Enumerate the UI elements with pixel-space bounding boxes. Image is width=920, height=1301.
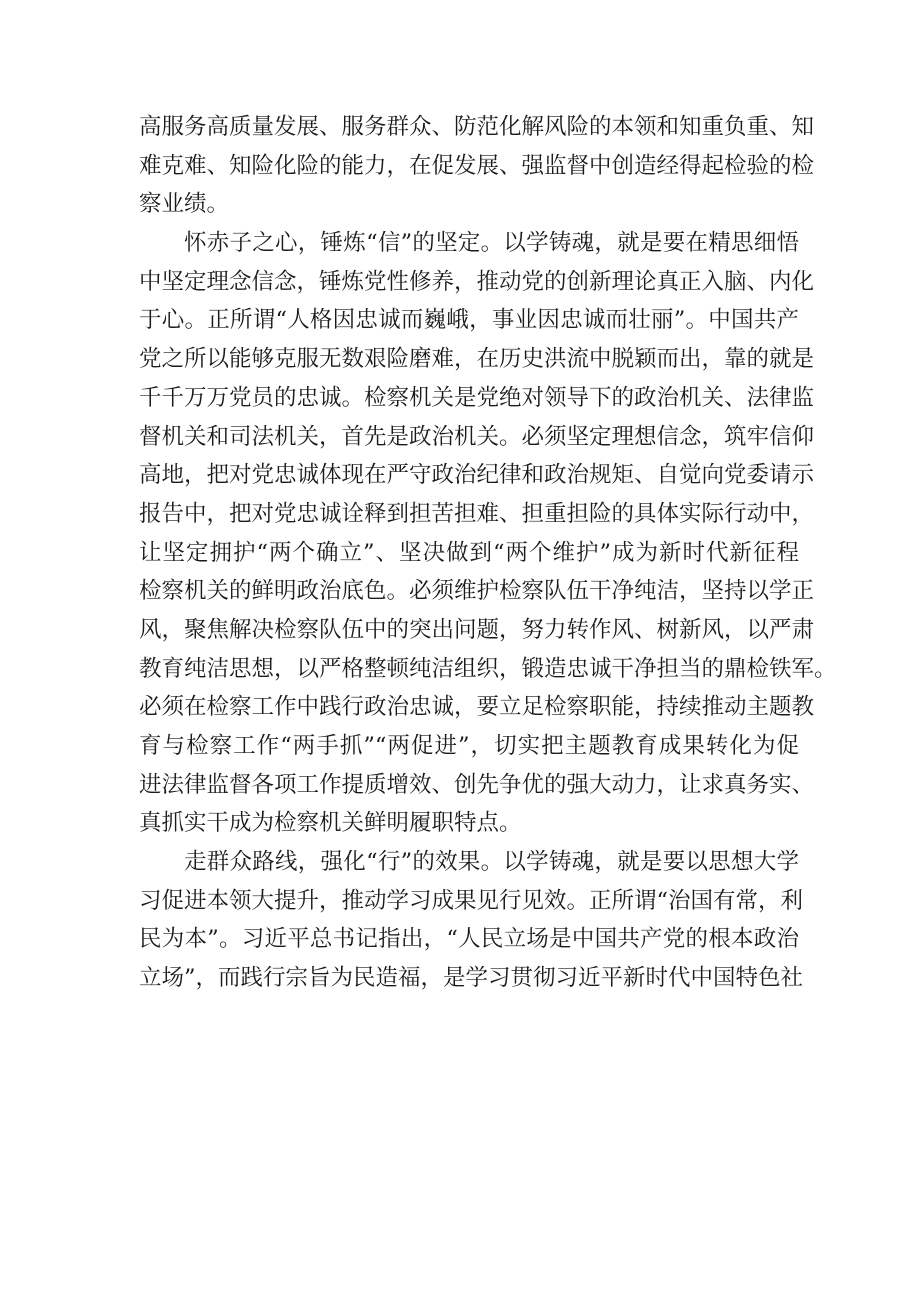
text-line: 风，聚焦解决检察队伍中的突出问题，努力转作风、树新风，以严肃	[139, 616, 815, 643]
text-line: 走群众路线，强化“行”的效果。以学铸魂，就是要以思想大学	[184, 849, 799, 876]
text-line: 习促进本领大提升，推动学习成果见行见效。正所谓“治国有常，利	[139, 887, 804, 914]
text-line: 教育纯洁思想，以严格整顿纯洁组织，锻造忠诚干净担当的鼎检铁军。	[139, 655, 837, 682]
text-line: 千千万万党员的忠诚。检察机关是党绝对领导下的政治机关、法律监	[139, 384, 815, 411]
text-line: 真抓实干成为检察机关鲜明履职特点。	[139, 810, 522, 837]
text-line: 立场”，而践行宗旨为民造福，是学习贯彻习近平新时代中国特色社	[139, 965, 804, 992]
text-line: 难克难、知险化险的能力，在促发展、强监督中创造经得起检验的检	[139, 152, 815, 179]
text-line: 督机关和司法机关，首先是政治机关。必须坚定理想信念，筑牢信仰	[139, 423, 815, 450]
text-line: 高服务高质量发展、服务群众、防范化解风险的本领和知重负重、知	[139, 114, 815, 140]
paragraph-2	[139, 224, 837, 843]
text-line: 于心。正所谓“人格因忠诚而巍峨，事业因忠诚而壮丽”。中国共产	[139, 307, 799, 334]
text-line: 让坚定拥护“两个确立”、坚决做到“两个维护”成为新时代新征程	[139, 539, 799, 566]
text-line: 党之所以能够克服无数艰险磨难，在历史洪流中脱颖而出，靠的就是	[139, 346, 815, 373]
text-line: 检察机关的鲜明政治底色。必须维护检察队伍干净纯洁，坚持以学正	[139, 578, 815, 605]
text-line: 民为本”。习近平总书记指出，“人民立场是中国共产党的根本政治	[139, 926, 799, 953]
paragraph-3	[139, 843, 804, 998]
text-line: 察业绩。	[139, 191, 230, 218]
text-line: 高地，把对党忠诚体现在严守政治纪律和政治规矩、自觉向党委请示	[139, 462, 815, 489]
paragraph-1	[139, 108, 815, 224]
text-line: 必须在检察工作中践行政治忠诚，要立足检察职能，持续推动主题教	[139, 694, 815, 721]
text-line: 怀赤子之心，锤炼“信”的坚定。以学铸魂，就是要在精思细悟	[184, 230, 799, 257]
text-line: 中坚定理念信念，锤炼党性修养，推动党的创新理论真正入脑、内化	[139, 268, 815, 295]
body-text	[139, 108, 837, 998]
text-line: 报告中，把对党忠诚诠释到担苦担难、担重担险的具体实际行动中，	[139, 500, 815, 527]
text-line: 育与检察工作“两手抓”“两促进”，切实把主题教育成果转化为促	[139, 733, 799, 759]
text-line: 进法律监督各项工作提质增效、创先争优的强大动力，让求真务实、	[139, 771, 815, 798]
